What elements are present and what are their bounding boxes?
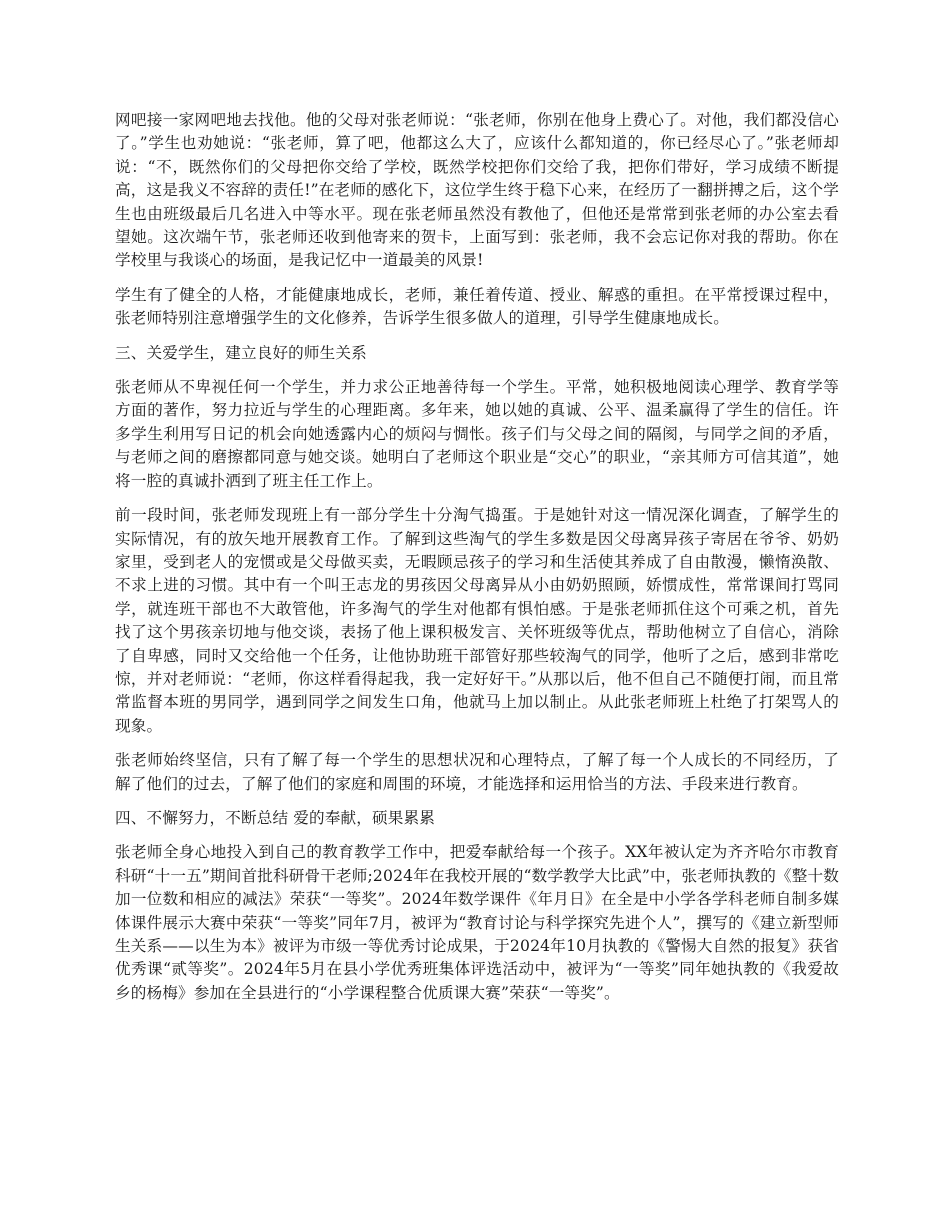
paragraph-achievements: 张老师全身心地投入到自己的教育教学工作中，把爱奉献给每一个孩子。XX年被认定为齐齐哈尔市教育科研“十一五”期间首批科研骨干老师;2024年在我校开展的“数学教学大比武”中，张老师执教的《整十数加一位数和相应的减法》荣获“一等奖”。2024年数学课件《年月日》在全是中小学各学科老师自制多媒体课件展示大赛中荣获“一等奖”同年7月，被评为“教育讨论与科学探究先进个人”，撰写的《建立新型师生关系——以生为本》被评为市级一等优秀讨论成果，于2024年10月执教的《警惕大自然的报复》获省优秀课“贰等奖”。2024年5月在县小学优秀班集体评选活动中，被评为“一等奖”同年她执教的《我爱故乡的杨梅》参加在全县进行的“小学课程整合优质课大赛”荣获“一等奖”。 [115,843,839,1002]
document-body [115,109,839,1016]
paragraph-continued-story: 网吧接一家网吧地去找他。他的父母对张老师说：“张老师，你别在他身上费心了。对他，我们都没信心了。”学生也劝她说：“张老师，算了吧，他都这么大了，应该什么都知道的，你已经尽心了。”张老师却说：“不，既然你们的父母把你交给了学校，既然学校把你们交给了我，把你们带好，学习成绩不断提高，这是我义不容辞的责任!”在老师的感化下，这位学生终于稳下心来，在经历了一翻拼搏之后，这个学生也由班级最后几名进入中等水平。现在张老师虽然没有教他了，但他还是常常到张老师的办公室去看望她。这次端午节，张老师还收到他寄来的贺卡，上面写到：张老师，我不会忘记你对我的帮助。你在学校里与我谈心的场面，是我记忆中一道最美的风景! [115,111,839,270]
section-heading-3: 三、关爱学生，建立良好的师生关系 [115,343,367,362]
paragraph-belief: 张老师始终坚信，只有了解了每一个学生的思想状况和心理特点，了解了每一个人成长的不同经历，了解了他们的过去，了解了他们的家庭和周围的环境，才能选择和运用恰当的方法、手段来进行教育。 [115,751,839,793]
paragraph-naughty-students: 前一段时间，张老师发现班上有一部分学生十分淘气捣蛋。于是她针对这一情况深化调查，了解学生的实际情况，有的放矢地开展教育工作。了解到这些淘气的学生多数是因父母离异孩子寄居在爷爷、奶奶家里，受到老人的宠惯或是父母做买卖，无暇顾忌孩子的学习和生活使其养成了自由散漫，懒惰涣散、不求上进的习惯。其中有一个叫王志龙的男孩因父母离异从小由奶奶照顾，娇惯成性，常常课间打骂同学，就连班干部也不大敢管他，许多淘气的学生对他都有惧怕感。于是张老师抓住这个可乘之机，首先找了这个男孩亲切地与他交谈，表扬了他上课积极发言、关怀班级等优点，帮助他树立了自信心，消除了自卑感，同时又交给他一个任务，让他协助班干部管好那些较淘气的同学，他听了之后，感到非常吃惊，并对老师说：“老师，你这样看得起我，我一定好好干。”从那以后，他不但自己不随便打闹，而且常常监督本班的男同学，遇到同学之间发生口角，他就马上加以制止。从此张老师班上杜绝了打架骂人的现象。 [115,506,839,735]
paragraph-fair-treatment: 张老师从不卑视任何一个学生，并力求公正地善待每一个学生。平常，她积极地阅读心理学、教育学等方面的著作，努力拉近与学生的心理距离。多年来，她以她的真诚、公平、温柔赢得了学生的信任。许多学生利用写日记的机会向她透露内心的烦闷与惆怅。孩子们与父母之间的隔阂，与同学之间的矛盾，与老师之间的磨擦都同意与她交谈。她明白了老师这个职业是“交心”的职业，“亲其师方可信其道”，她将一腔的真诚扑洒到了班主任工作上。 [115,378,839,490]
section-heading-4: 四、不懈努力，不断总结 爱的奉献，硕果累累 [115,808,435,827]
paragraph-healthy-growth: 学生有了健全的人格，才能健康地成长，老师，兼任着传道、授业、解惑的重担。在平常授课过程中，张老师特别注意增强学生的文化修养，告诉学生很多做人的道理，引导学生健康地成长。 [115,285,839,328]
